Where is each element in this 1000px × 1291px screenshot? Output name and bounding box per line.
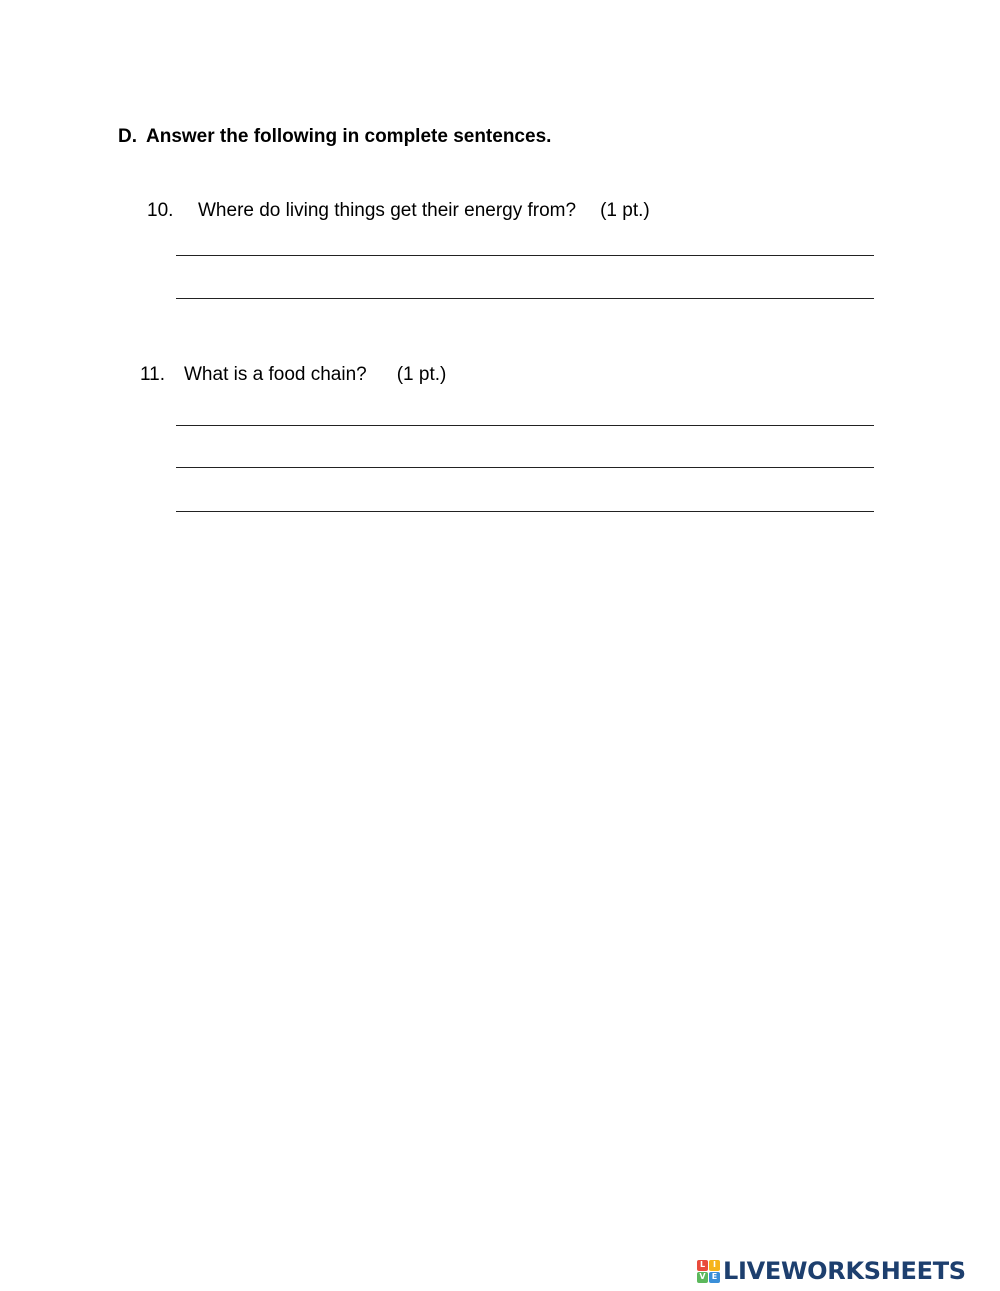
question-text: What is a food chain? <box>184 364 367 385</box>
logo-text: LIVEWORKSHEETS <box>723 1257 966 1285</box>
logo-mark-icon <box>697 1260 720 1283</box>
logo-mark-letter: V <box>697 1272 708 1283</box>
question-text: Where do living things get their energy from? <box>198 200 577 221</box>
question-11 <box>140 364 446 386</box>
question-number: 11. <box>140 364 166 385</box>
section-letter: D. <box>118 126 137 147</box>
logo-mark-letter: E <box>709 1272 720 1283</box>
answer-line-q10-1[interactable] <box>176 255 874 256</box>
question-points: (1 pt.) <box>396 364 447 385</box>
liveworksheets-logo <box>697 1258 966 1284</box>
answer-line-q11-2[interactable] <box>176 467 874 468</box>
answer-line-q11-3[interactable] <box>176 511 874 512</box>
question-10 <box>147 200 650 222</box>
logo-mark-letter: I <box>709 1260 720 1271</box>
question-points: (1 pt.) <box>600 200 650 221</box>
logo-mark-letter: L <box>697 1260 708 1271</box>
question-number: 10. <box>147 200 174 221</box>
answer-line-q11-1[interactable] <box>176 425 874 426</box>
section-heading <box>118 126 551 148</box>
section-instruction: Answer the following in complete sentences. <box>146 126 552 147</box>
answer-line-q10-2[interactable] <box>176 298 874 299</box>
